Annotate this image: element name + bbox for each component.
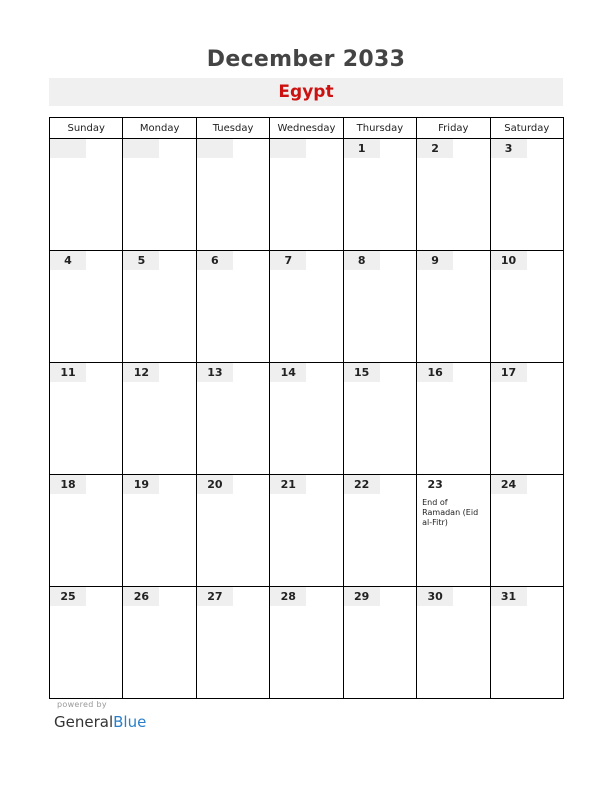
day-number: 8 [344,251,380,270]
day-number: 27 [197,587,233,606]
brand-logo[interactable] [54,713,146,731]
day-cell [343,139,416,251]
day-cell-empty [50,139,123,251]
day-cell [417,251,490,363]
powered-by-text: powered by [57,700,107,709]
day-cell [490,251,563,363]
calendar-grid [49,117,564,699]
day-number: 7 [270,251,306,270]
day-number: 22 [344,475,380,494]
day-number: 16 [417,363,453,382]
day-number: 19 [123,475,159,494]
day-number: 29 [344,587,380,606]
day-number: 30 [417,587,453,606]
day-cell [490,363,563,475]
day-cell [50,251,123,363]
day-number: 13 [197,363,233,382]
day-cell [343,587,416,699]
day-cell [490,139,563,251]
day-number: 10 [491,251,527,270]
week-row [50,363,564,475]
day-number: 5 [123,251,159,270]
day-cell [123,363,196,475]
day-number: 17 [491,363,527,382]
day-number: 15 [344,363,380,382]
day-cell [270,475,343,587]
day-cell [50,475,123,587]
day-number: 11 [50,363,86,382]
day-number [50,139,86,158]
day-number: 1 [344,139,380,158]
day-number: 2 [417,139,453,158]
week-row [50,251,564,363]
day-number: 20 [197,475,233,494]
weekday-sunday: Sunday [50,118,123,139]
day-number: 14 [270,363,306,382]
country-banner [49,78,563,106]
weekday-header-row [50,118,564,139]
brand-name-blue: Blue [113,713,147,731]
week-row [50,139,564,251]
day-number: 23 [427,478,443,491]
day-cell [343,251,416,363]
weekday-tuesday: Tuesday [196,118,269,139]
day-cell [490,475,563,587]
day-cell [196,587,269,699]
weekday-saturday: Saturday [490,118,563,139]
day-number: 4 [50,251,86,270]
weekday-friday: Friday [417,118,490,139]
day-cell [196,251,269,363]
holiday-label: End of Ramadan (Eid al-Fitr) [422,498,479,527]
day-cell [417,587,490,699]
day-number: 18 [50,475,86,494]
weekday-monday: Monday [123,118,196,139]
day-cell [50,363,123,475]
country-name: Egypt [278,82,334,102]
calendar-title: December 2033 [206,47,406,72]
day-number [270,139,306,158]
day-cell [123,475,196,587]
day-cell [417,363,490,475]
day-cell [270,251,343,363]
day-number: 28 [270,587,306,606]
brand-name-general: General [54,713,114,731]
day-number: 24 [491,475,527,494]
day-number: 12 [123,363,159,382]
day-cell [270,587,343,699]
day-cell [490,587,563,699]
day-cell-holiday [417,475,490,587]
day-number [197,139,233,158]
day-number: 6 [197,251,233,270]
day-cell [196,475,269,587]
day-cell-empty [196,139,269,251]
day-number: 26 [123,587,159,606]
weekday-thursday: Thursday [343,118,416,139]
day-cell [270,363,343,475]
week-row [50,587,564,699]
day-cell-empty [270,139,343,251]
day-number: 3 [491,139,527,158]
day-number: 25 [50,587,86,606]
weekday-wednesday: Wednesday [270,118,343,139]
day-number: 9 [417,251,453,270]
day-cell [343,363,416,475]
day-number: 21 [270,475,306,494]
day-number [123,139,159,158]
day-number: 31 [491,587,527,606]
day-cell [123,251,196,363]
week-row [50,475,564,587]
day-cell [50,587,123,699]
day-cell [343,475,416,587]
day-cell [417,139,490,251]
day-cell [196,363,269,475]
day-cell-empty [123,139,196,251]
day-cell [123,587,196,699]
